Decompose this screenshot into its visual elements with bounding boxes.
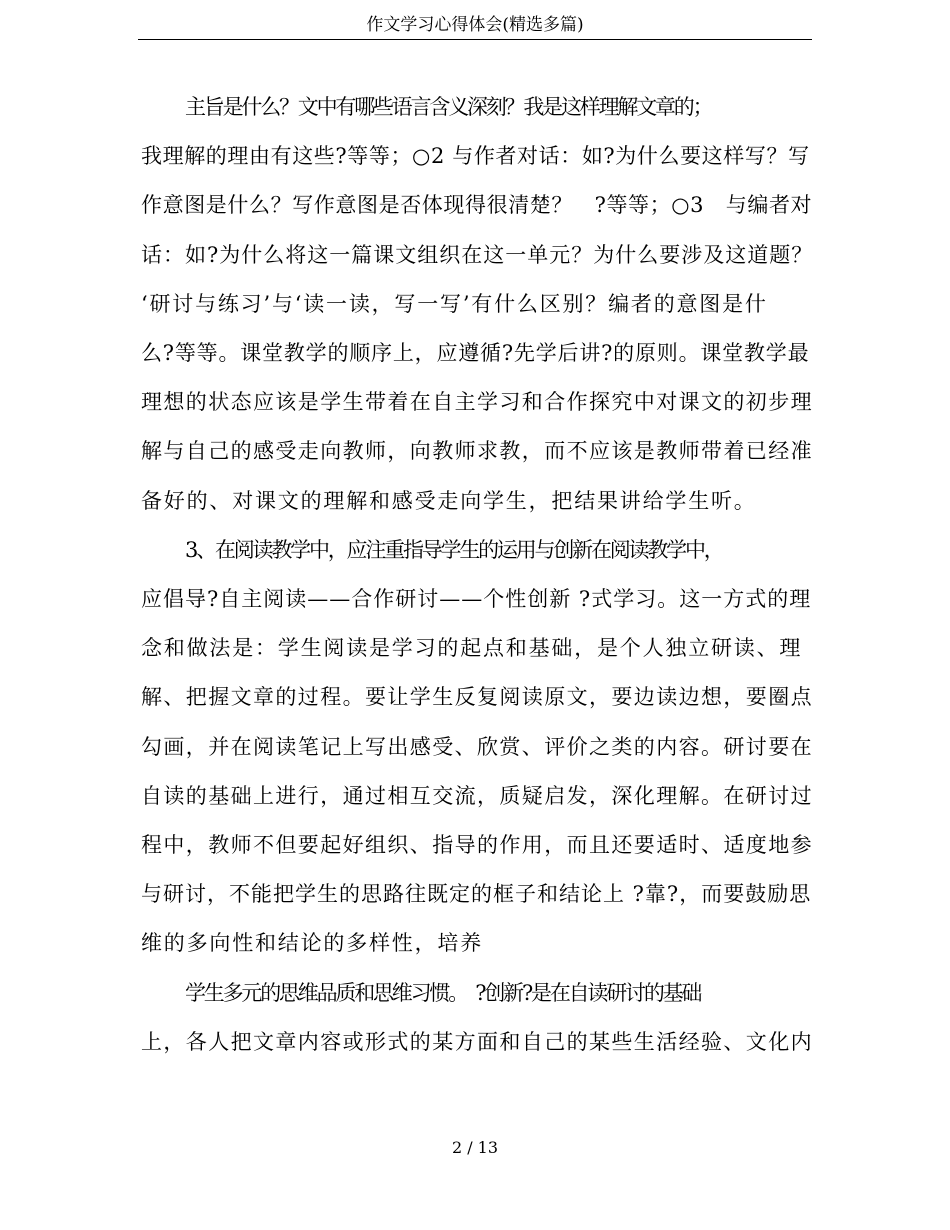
text-line: ‘研讨与练习’与‘读一读，写一写’有什么区别？编者的意图是什	[141, 291, 768, 316]
text-line: 上，各人把文章内容或形式的某方面和自己的某些生活经验、文化内	[141, 1029, 813, 1054]
text-line: 念和做法是：学生阅读是学习的起点和基础，是个人独立研读、理	[141, 636, 803, 661]
text-line: 备好的、对课文的理解和感受走向学生，把结果讲给学生听。	[141, 488, 757, 513]
text-line: 3、在阅读教学中，应注重指导学生的运用与创新在阅读教学中，	[185, 537, 723, 562]
page-number: 2 / 13	[451, 1138, 499, 1157]
text-line: 勾画，并在阅读笔记上写出感受、欣赏、评价之类的内容。研讨要在	[141, 734, 813, 759]
text-line: 作意图是什么？写作意图是否体现得很清楚？ ?等等；○3 与编者对	[141, 193, 813, 218]
text-line: 理想的状态应该是学生带着在自主学习和合作探究中对课文的初步理	[141, 390, 813, 415]
text-line: 主旨是什么？文中有哪些语言含义深刻？我是这样理解文章的；	[185, 95, 712, 119]
text-line: 与研讨，不能把学生的思路往既定的框子和结论上 ?靠?，而要鼓励思	[141, 882, 812, 907]
text-line: 我理解的理由有这些?等等；○2 与作者对话：如?为什么要这样写？写	[141, 144, 810, 169]
paragraph	[141, 83, 813, 526]
text-line: 程中，教师不但要起好组织、指导的作用，而且还要适时、适度地参	[141, 833, 813, 858]
paragraph	[141, 969, 813, 1067]
text-line: 维的多向性和结论的多样性，培养	[141, 931, 483, 956]
text-line: 应倡导?自主阅读——合作研讨——个性创新 ?式学习。这一方式的理	[141, 587, 812, 612]
paragraph	[141, 526, 813, 969]
text-line: 解与自己的感受走向教师，向教师求教，而不应该是教师带着已经准	[141, 439, 813, 464]
text-line: 学生多元的思维品质和思维习惯。 ?创新?是在自读研讨的基础	[185, 980, 701, 1005]
text-line: 么?等等。课堂教学的顺序上，应遵循?先学后讲?的原则。课堂教学最	[141, 341, 810, 366]
text-line: 自读的基础上进行，通过相互交流，质疑启发，深化理解。在研讨过	[141, 783, 813, 808]
text-line: 解、把握文章的过程。要让学生反复阅读原文，要边读边想，要圈点	[141, 685, 813, 710]
header-title: 作文学习心得体会(精选多篇)	[366, 15, 584, 35]
body-text	[141, 83, 813, 1067]
text-line: 话：如?为什么将这一篇课文组织在这一单元？为什么要涉及这道题？	[141, 242, 814, 267]
header-divider	[138, 39, 812, 40]
